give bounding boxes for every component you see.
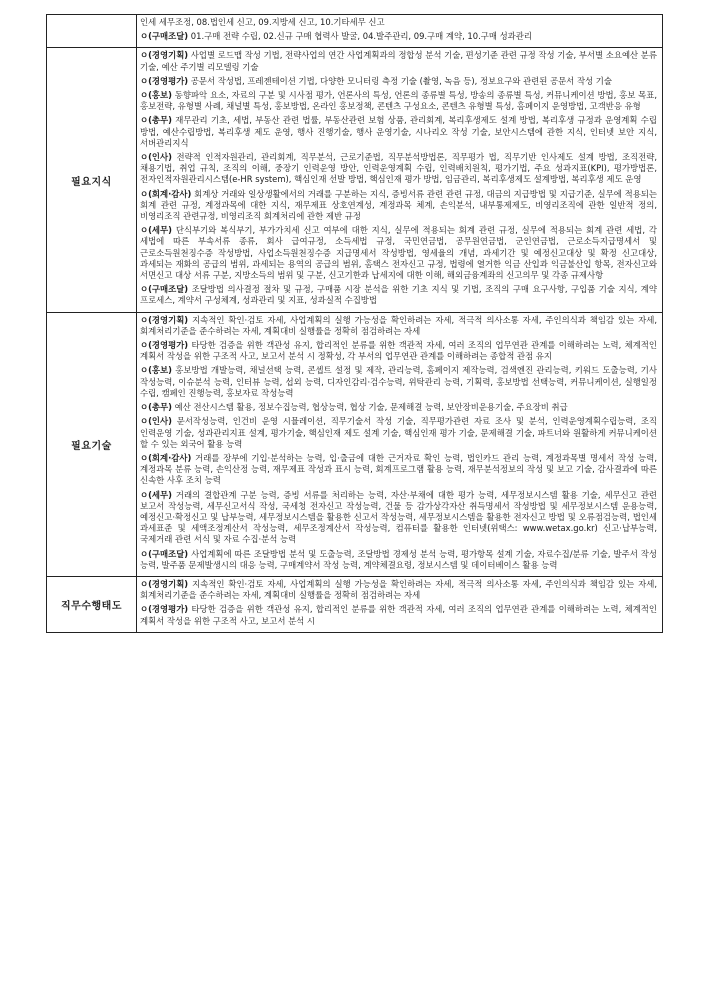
item-category: (구매조달) bbox=[148, 548, 189, 559]
bullet-marker: ㅇ bbox=[140, 75, 149, 86]
content-item bbox=[140, 549, 657, 571]
content-item bbox=[140, 453, 657, 487]
content-item bbox=[140, 90, 657, 112]
item-category: (인사) bbox=[148, 152, 172, 163]
item-category: (홍보) bbox=[148, 90, 172, 101]
bullet-marker: ㅇ bbox=[140, 188, 149, 199]
item-text: 조달방법 의사결정 절차 및 규정, 구매품 시장 분석을 위한 기초 지식 및 기법, 조직의 구매 요구사항, 구입품 기술 지식, 계약 프로세스, 계약서 구성체계, 성과관리 및 지표, 성과실적 수집방법 bbox=[140, 284, 657, 306]
item-text: 전략적 인적자원관리, 관리회계, 직무분석, 근로기준법, 직무분석방법론, 직무평가 법, 직무기반 인사제도 설계 방법, 조직전략, 채용기법, 취업 규칙, 조직의 이해, 중장기 인력운영 방안, 인력운영계획 수립, 인력배치원칙, 평가기법, 주요 성과지표(KPI), 평가방법론, 전자인적자원관리시스템(e-HR system), 핵심인재 선발 방법, 핵심인재 평가 방법, 임금관리, 복리후생제도 설계방법, 복리후생 제도 운영 bbox=[140, 152, 657, 185]
item-category: (경영평가) bbox=[148, 340, 189, 351]
section-label: 필요기술 bbox=[47, 312, 137, 576]
bullet-marker: ㅇ bbox=[140, 152, 149, 163]
section-row bbox=[47, 576, 663, 632]
competency-table bbox=[46, 14, 663, 633]
bullet-marker: ㅇ bbox=[140, 90, 149, 101]
content-item bbox=[140, 152, 657, 186]
item-category: (인사) bbox=[148, 416, 172, 427]
bullet-marker: ㅇ bbox=[140, 548, 149, 559]
item-category: (경영기획) bbox=[148, 50, 189, 61]
content-item bbox=[140, 315, 657, 337]
item-category: (세무) bbox=[148, 489, 172, 500]
content-item bbox=[140, 50, 657, 72]
content-item bbox=[140, 604, 657, 626]
bullet-marker: ㅇ bbox=[140, 50, 149, 61]
section-row bbox=[47, 312, 663, 576]
item-category: (세무) bbox=[148, 225, 172, 236]
item-category: (홍보) bbox=[148, 365, 172, 376]
item-category: (총무) bbox=[148, 115, 172, 126]
section-content bbox=[137, 576, 663, 632]
item-text: 지속적인 확인·검토 자세, 사업계획의 실행 가능성을 확인하려는 자세, 적극적 의사소통 자세, 주인의식과 책임감 있는 자세, 회계처리기준을 준수하려는 자세, 계획대비 실행률을 정확히 점검하려는 자세 bbox=[140, 314, 657, 336]
content-item bbox=[140, 340, 657, 362]
section-row bbox=[47, 15, 663, 48]
item-category: (총무) bbox=[148, 402, 172, 413]
content-item bbox=[140, 115, 657, 149]
bullet-marker: ㅇ bbox=[140, 416, 149, 427]
item-category: (경영평가) bbox=[148, 604, 189, 615]
section-label bbox=[47, 15, 137, 48]
section-label: 직무수행태도 bbox=[47, 576, 137, 632]
content-item bbox=[140, 402, 657, 413]
bullet-marker: ㅇ bbox=[140, 340, 149, 351]
item-text: 문서작성능력, 인건비 운영 시뮬레이션, 직무기술서 작성 기술, 직무평가관련 자료 조사 및 분석, 인력운영계획수립능력, 조직 인력운영 기술, 성과관리지표 설계, 평가기술, 핵심인재 제도 설계 기술, 핵심인재 평가 기술, 문제해결 기술, 파트너와 원활하게 커뮤니케이션 할 수 있는 외국어 활용 능력 bbox=[140, 416, 657, 449]
item-text: 거래를 장부에 기입·분석하는 능력, 입·출금에 대한 근거자료 확인 능력, 법인카드 관리 능력, 계정과목별 명세서 작성 능력, 계정과목 분류 능력, 손익산정 능력, 재무제표 작성과 표시 능력, 회계프로그램 활용 능력, 재무분석정보의 작성 및 보고 기술, 감사결과에 따른 신속한 사후 조치 능력 bbox=[140, 452, 657, 486]
content-item bbox=[140, 284, 657, 306]
item-category: (구매조달) bbox=[148, 284, 189, 295]
item-text: 타당한 검증을 위한 객관성 유지, 합리적인 분류를 위한 객관적 자세, 여러 조직의 업무연관 관계를 이해하려는 노력, 체계적인 계획서 작성을 위한 구조적 사고, 보고서 분석 시 정확성, 각 부서의 업무연관 관계를 이해하려는 종합적 관점 유지 bbox=[140, 340, 657, 362]
section-label: 필요지식 bbox=[47, 48, 137, 312]
bullet-marker: ㅇ bbox=[140, 489, 149, 500]
bullet-marker: ㅇ bbox=[140, 578, 149, 589]
item-text: 동향파악 요소, 자료의 구분 및 시사점 평가, 언론사의 특성, 언론의 종류별 특성, 방송의 종류별 특성, 커뮤니케이션 방법, 홍보 목표, 홍보전략, 유형별 사례, 채널별 특성, 홍보방법, 온라인 홍보정책, 콘텐츠 구성요소, 콘텐츠 유형별 특성, 홈페이지 운영방법, 고객반응 유형 bbox=[140, 90, 657, 112]
content-item bbox=[140, 189, 657, 223]
item-category: (경영기획) bbox=[148, 578, 189, 589]
item-text: 01.구매 전략 수립, 02.신규 구매 협력사 발굴, 04.발주관리, 09.구매 계약, 10.구매 성과관리 bbox=[188, 31, 532, 42]
item-text: 타당한 검증을 위한 객관성 유지, 합리적인 분류를 위한 객관적 자세, 여러 조직의 업무연관 관계를 이해하려는 노력, 체계적인 계획서 작성을 위한 구조적 사고, 보고서 분석 시 bbox=[140, 604, 657, 626]
bullet-marker: ㅇ bbox=[140, 365, 149, 376]
section-content bbox=[137, 15, 663, 48]
content-item bbox=[140, 225, 657, 281]
item-category: (구매조달) bbox=[148, 31, 189, 42]
section-content bbox=[137, 312, 663, 576]
item-text: 단식부기와 복식부기, 부가가치세 신고 여부에 대한 지식, 실무에 적용되는 회계 관련 규정, 실무에 적용되는 회계 관련 세법, 각 세법에 따른 부속서류 종류, 회사 급여규정, 소득세법 규정, 국민연금법, 공무원연금법, 군인연금법, 근로소득지급명세서 및 근로소득원천징수증 작성방법, 사업소득원천징수증 지급명세서 작성방법, 영세율의 개념, 과세기간 및 예정신고대상 및 확정 신고대상, 과세되는 재화의 공급의 범위, 과세되는 용역의 공급의 범위, 홈택스 전자신고 규정, 법령에 열거한 익금 산입과 익금불산입 항목, 전자신고와 서면신고 대상 서류 구분, 지방소득의 범위 및 구분, 신고기한과 납세지에 대한 이해, 해외금융계좌의 신고의무 및 각종 규제사항 bbox=[140, 225, 657, 281]
item-category: (회계·감사) bbox=[148, 452, 192, 463]
content-item bbox=[140, 17, 657, 28]
content-item bbox=[140, 365, 657, 399]
item-category: (경영기획) bbox=[148, 314, 189, 325]
content-item bbox=[140, 76, 657, 87]
content-item bbox=[140, 416, 657, 450]
item-text: 재무관리 기초, 세법, 부동산 관련 법률, 부동산관련 보험 상품, 관리회계, 복리후생제도 설계 방법, 복리후생 규정과 운영계획 수립 방법, 예산수립방법, 복리후생 제도 운영, 행사 진행기술, 행사 운영기술, 시나리오 작성 기술, 보안시스템에 관한 지식, 인터넷 보안 지식, 서버관리지식 bbox=[140, 115, 657, 148]
bullet-marker: ㅇ bbox=[140, 284, 149, 295]
item-text: 지속적인 확인·검토 자세, 사업계획의 실행 가능성을 확인하려는 자세, 적극적 의사소통 자세, 주인의식과 책임감 있는 자세, 회계처리기준을 준수하려는 자세, 계획대비 실행률을 정확히 점검하려는 자세 bbox=[140, 578, 657, 601]
bullet-marker: ㅇ bbox=[140, 115, 149, 126]
content-item bbox=[140, 31, 657, 42]
item-text: 사업별 로드맵 작성 기법, 전략사업의 연간 사업계획과의 정합성 분석 기술, 편성기준 관련 규정 작성 기술, 부서별 소요예산 분류 기술, 예산 주기별 리모델링 기술 bbox=[140, 50, 657, 72]
bullet-marker: ㅇ bbox=[140, 604, 149, 615]
item-category: (경영평가) bbox=[148, 75, 189, 86]
item-text: 홍보방법 개발능력, 채널선택 능력, 콘셉트 설정 및 제작, 관리능력, 홈페이지 제작능력, 검색엔진 관리능력, 키워드 도출능력, 기사 작성능력, 이슈분석 능력, 인터뷰 능력, 섭외 능력, 디자인감리·검수능력, 위탁관리 능력, 기획력, 홍보방법 선택능력, 커뮤니케이션, 실행일정 수립, 캠페인 진행능력, 홍보자료 작성능력 bbox=[140, 365, 657, 398]
item-text: 예산 전산시스템 활용, 정보수집능력, 협상능력, 협상 기술, 문제해결 능력, 보안장비운용기술, 주요장비 취급 bbox=[171, 402, 568, 413]
section-content bbox=[137, 48, 663, 312]
competency-table-body bbox=[47, 15, 663, 633]
item-text: 사업계획에 따른 조달방법 분석 및 도출능력, 조달방법 경제성 분석 능력, 평가항목 설계 기술, 자료수집/분류 기술, 발주서 작성 능력, 발주품 문제발생시의 대응 능력, 구매계약서 작성 능력, 계약체결요령, 정보시스템 및 데이터베이스 활용 능력 bbox=[140, 548, 657, 570]
item-text: 인세 세무조정, 08.법인세 신고, 09.지방세 신고, 10.기타세무 신고 bbox=[140, 17, 385, 27]
content-item bbox=[140, 490, 657, 546]
item-text: 회계상 거래와 일상생활에서의 거래를 구분하는 지식, 증빙서류 관련 관련 규정, 대금의 지급방법 및 지급기준, 실무에 적용되는 회계 관련 규정, 계정과목에 대한 지식, 재무제표 상호연계성, 계정과목 체계, 손익분석, 내부통제제도, 비영리조직에 관한 일반적 정의, 비영리조직 관련규정, 비영리조직 회계처리에 관한 제반 규정 bbox=[140, 188, 657, 222]
bullet-marker: ㅇ bbox=[140, 225, 149, 236]
section-row bbox=[47, 48, 663, 312]
content-item bbox=[140, 579, 657, 601]
item-text: 거래의 결합관계 구분 능력, 증빙 서류를 처리하는 능력, 자산·부채에 대한 평가 능력, 세무정보시스템 활용 기술, 세무신고 관련 보고서 작성능력, 세무신고서식 작성, 국세청 전자신고 작성능력, 건물 등 감가상각자산 취득명세서 작성방법 및 세무정보시스템 운용능력, 예정신고·확정신고 및 납부능력, 세무정보시스템을 활용한 신고서 작성능력, 세무정보시스템을 활용한 전자신고 방법 및 오류점검능력, 법인세 과세표준 및 세액조정계산서 작성능력, 세무조정계산서 작성능력, 컴퓨터를 활용한 인터넷(위택스: www.wetax.go.kr) 신고·납부능력, 국제거래 관련 서식 및 자료 수집·분석 능력 bbox=[140, 489, 657, 545]
bullet-marker: ㅇ bbox=[140, 31, 149, 42]
bullet-marker: ㅇ bbox=[140, 402, 149, 413]
item-category: (회계·감사) bbox=[148, 188, 192, 199]
bullet-marker: ㅇ bbox=[140, 314, 149, 325]
bullet-marker: ㅇ bbox=[140, 452, 149, 463]
item-text: 공문서 작성법, 프레젠테이션 기법, 다양한 모니터링 측정 기술 (촬영, 녹음 등), 정보요구와 관련된 공문서 작성 기술 bbox=[188, 75, 612, 86]
